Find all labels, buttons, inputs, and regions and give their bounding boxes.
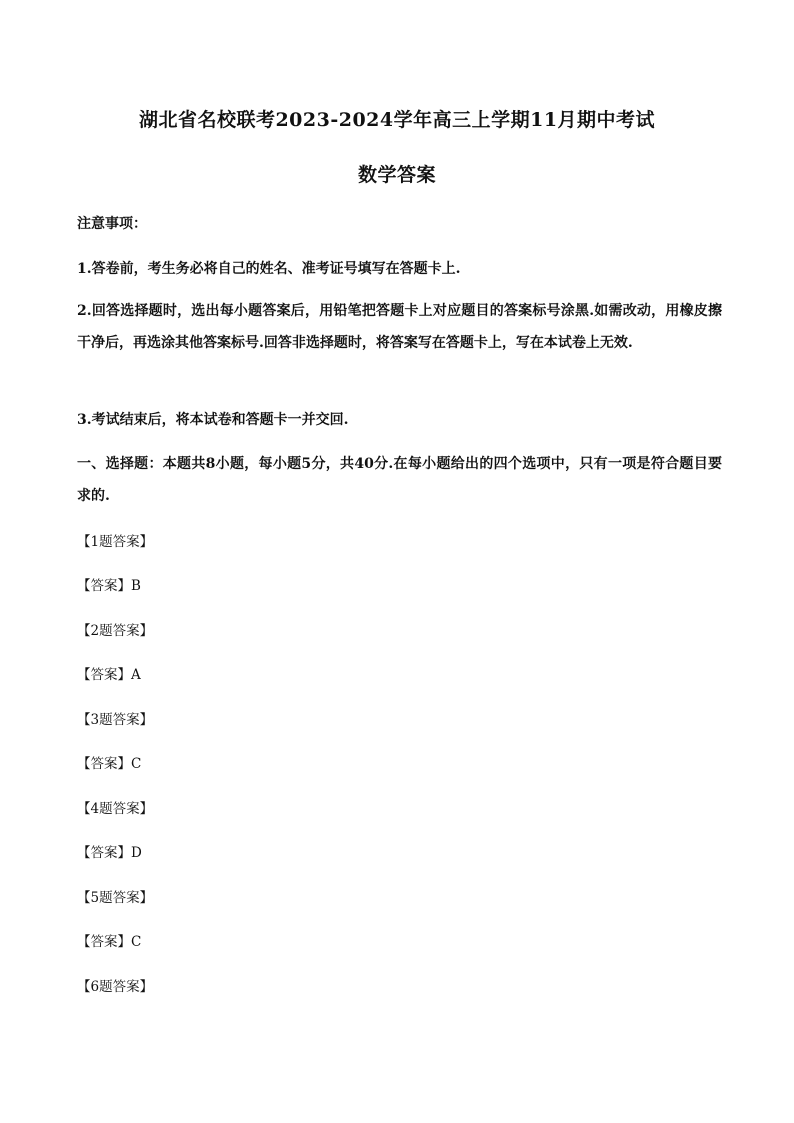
answer-label-6: 【6题答案】	[77, 979, 154, 995]
notice-heading: 注意事项：	[77, 216, 147, 232]
notice-item-1: 1.答卷前，考生务必将自己的姓名、准考证号填写在答题卡上.	[77, 261, 461, 277]
answer-value-3: 【答案】C	[77, 756, 142, 772]
answer-value-4: 【答案】D	[77, 845, 142, 861]
document-title: 湖北省名校联考2023-2024学年高三上学期11月期中考试	[138, 109, 656, 131]
answer-label-5: 【5题答案】	[77, 890, 154, 906]
document-body	[77, 0, 722, 1123]
notice-item-3: 3.考试结束后，将本试卷和答题卡一并交回.	[77, 412, 349, 428]
notice-item-2: 2.回答选择题时，选出每小题答案后，用铅笔把答题卡上对应题目的答案标号涂黑.如需改动，用橡皮擦干净后，再选涂其他答案标号.回答非选择题时，将答案写在答题卡上，写在本试卷上无效.	[77, 303, 722, 351]
answer-label-3: 【3题答案】	[77, 712, 154, 728]
answer-label-4: 【4题答案】	[77, 801, 154, 817]
answer-label-2: 【2题答案】	[77, 623, 154, 639]
answer-value-2: 【答案】A	[77, 667, 141, 683]
section-1-heading: 一、选择题：本题共8小题，每小题5分，共40分.在每小题给出的四个选项中，只有一项是符合题目要求的.	[77, 456, 722, 504]
document-subtitle: 数学答案	[357, 164, 436, 186]
answer-value-5: 【答案】C	[77, 934, 142, 950]
answer-value-1: 【答案】B	[77, 578, 141, 594]
answer-label-1: 【1题答案】	[77, 534, 154, 550]
